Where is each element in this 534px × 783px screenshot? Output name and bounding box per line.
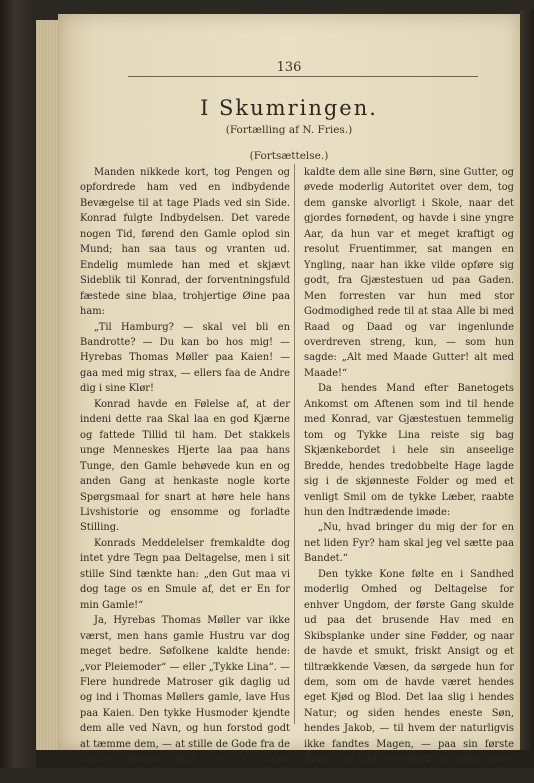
book-spine [0,0,36,768]
paragraph: Da hendes Mand efter Banetogets Ankomst om Aftenen som ind til hende med Konrad, var Gjæstestuen temmelig tom og Tykke Lina reiste sig bag Skjænkebordet i hele sin anseelige Bredde, hendes tredobbelte Hage lagde sig i de skjønneste Folder og med et venligt Smil om de tykke Læber, raabte hun den Indtrædende imøde: [304,383,514,518]
page-number: 136 [276,60,302,75]
story-title: I Skumringen. [200,96,378,120]
right-column [304,165,514,783]
cover-right-edge [520,10,534,755]
paragraph: Den tykke Kone følte en i Sandhed moderlig Omhed og Deltagelse for enhver Ungdom, der første Gang skulde ud paa det brusende Hav med en Skibsplanke under sine Fødder, og naar de havde et smukt, friskt Ansigt og et tiltrækkende Væsen, da sørgede hun for dem, som om de havde været hendes eget Kjød og Blod. Det laa slig i hendes Natur; og siden hendes eneste Søn, hendes Jakob, — til hvem der naturligvis ikke fandtes Magen, — paa sin første Reise var faldt overbord og aldrig mere som tilbage, — havde hun overført sine [304,568,514,781]
paragraph: „Til Hamburg? — skal vel bli en Bandrotte? — Du kan bo hos mig! — Hyrebas Thomas Møller paa Kaien! — gaa med mig strax, — ellers faa de Andre dig i sine Klør! [80,321,290,395]
paragraph: „Nu, hvad bringer du mig der for en net liden Fyr? ham skal jeg vel sætte paa Bandet.“ [304,522,514,565]
story-subtitle: (Fortælling af N. Fries.) [225,124,353,136]
continuation-note: (Fortsættelse.) [249,150,329,162]
paragraph: Manden nikkede kort, tog Pengen og opfordrede ham ved en indbydende Bevægelse til at tage Plads ved sin Side. Konrad fulgte Indbydelsen. Det varede nogen Tid, førend den Gamle oplod sin Mund; han saa taus og vranten ud. Endelig mumlede han med et skjævt Sideblik til Konrad, der forventningsfuld fæstede sine blaa, trohjertige Øine paa ham: [80,167,290,318]
paragraph: Ja, Hyrebas Thomas Møller var ikke værst, men hans gamle Hustru var dog meget bedre. Søfolkene kaldte hende: „vor Pleiemoder“ — eller „Tykke Lina“. — Flere hundrede Matroser gik daglig ud og ind i Thomas Møllers gamle, lave Hus paa Kaien. Den tykke Husmoder kjendte dem alle ved Navn, og hun forstod godt at tæmme dem, — at stille de Gode fra de Slette; hendes Blik var i denne Henseende ubedrageligt. Hun [80,615,290,781]
book-page [58,14,520,781]
page-edges [36,20,58,750]
column-divider [294,164,295,724]
paragraph: kaldte dem alle sine Børn, sine Gutter, og øvede moderlig Autoritet over dem, tog dem ganske alvorligt i Skole, naar det gjordes fornødent, og havde i sine yngre Aar, da hun var et meget kraftigt og resolut Fruentimmer, sat mangen en Yngling, naar han ikke vilde opføre sig godt, fra Gjæstestuen ud paa Gaden. Men forresten var hun med stor Godmodighed rede til at staa Alle bi med Raad og Daad og var ingenlunde overdreven streng, kun, — som hun sagde: „Alt med Maade Gutter! alt med Maade!“ [304,167,514,379]
header-rule [128,76,478,77]
paragraph: Konrad havde en Følelse af, at der indeni dette raa Skal laa en god Kjærne og fattede Tillid til ham. Det stakkels unge Menneskes Hjerte laa paa hans Tunge, den Gamle behøvede kun en og anden Gang at henkaste nogle korte Spørgsmaal for snart at høre hele hans Livshistorie og ensomme og forladte Stilling. [80,398,290,534]
left-column [80,165,290,783]
paragraph: Konrads Meddelelser fremkaldte dog intet ydre Tegn paa Deltagelse, men i sit stille Sind tænkte han: „den Gut maa vi dog tage os en Smule af, det er En for min Gamle!“ [80,537,290,611]
